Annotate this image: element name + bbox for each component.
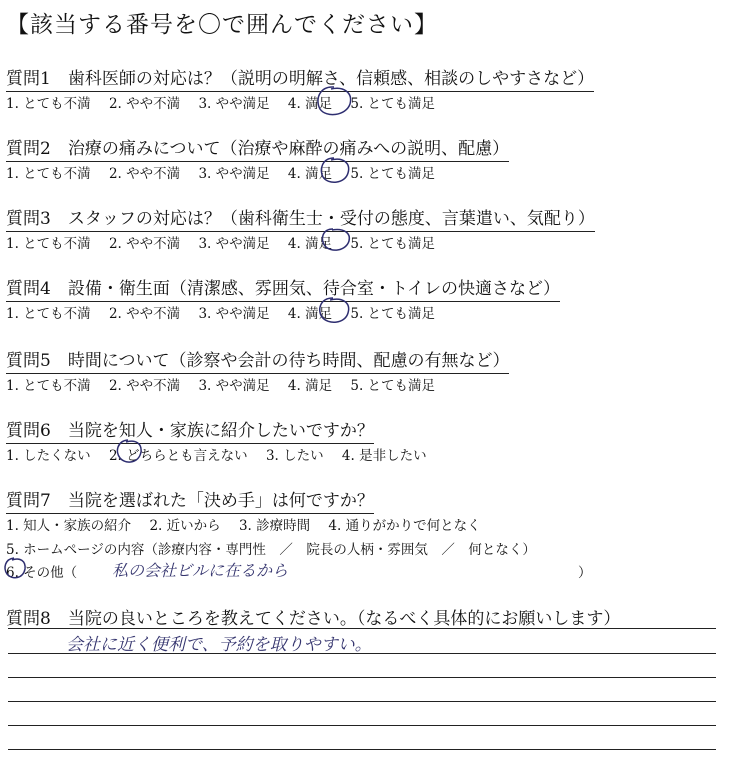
question-2-options xyxy=(6,162,449,182)
q4-option-4[interactable]: 4. 満足 xyxy=(287,306,333,322)
answer-line xyxy=(8,701,716,702)
q3-selection-circle xyxy=(318,226,352,254)
q5-option-2[interactable]: 2. やや不満 xyxy=(108,378,181,394)
q1-option-3[interactable]: 3. やや満足 xyxy=(198,96,270,112)
q5-option-4[interactable]: 4. 満足 xyxy=(287,378,333,394)
question-8-label: 質問8 当院の良いところを教えてください。（なるべく具体的にお願いします） xyxy=(6,609,621,629)
q7-option-3[interactable]: 3. 診療時間 xyxy=(238,518,311,534)
q7-option-2[interactable]: 2. 近いから xyxy=(149,518,221,534)
q2-selection-circle xyxy=(318,156,352,186)
question-2-label: 質問2 治療の痛みについて（治療や麻酔の痛みへの説明、配慮） xyxy=(6,134,509,162)
q7-selection-circle xyxy=(2,556,28,582)
q5-option-5[interactable]: 5. とても満足 xyxy=(350,378,436,394)
q3-option-5[interactable]: 5. とても満足 xyxy=(350,236,436,252)
question-7-label: 質問7 当院を選ばれた「決め手」は何ですか？ xyxy=(6,486,374,514)
q5-option-3[interactable]: 3. やや満足 xyxy=(198,378,270,394)
q4-option-2[interactable]: 2. やや不満 xyxy=(108,306,181,322)
q7-option-1[interactable]: 1. 知人・家族の紹介 xyxy=(6,518,132,534)
q1-selection-circle xyxy=(314,84,354,118)
form-title: 【該当する番号を〇で囲んでください】 xyxy=(6,12,438,38)
q4-selection-circle xyxy=(316,296,352,326)
question-4-label: 質問4 設備・衛生面（清潔感、雰囲気、待合室・トイレの快適さなど） xyxy=(6,274,560,302)
question-1-options xyxy=(6,92,449,112)
q1-option-2[interactable]: 2. やや不満 xyxy=(108,96,181,112)
question-5-options xyxy=(6,374,449,394)
q2-option-4[interactable]: 4. 満足 xyxy=(287,166,333,182)
q7-other-close-paren: ） xyxy=(578,565,592,581)
q6-selection-circle xyxy=(114,438,144,466)
q4-option-1[interactable]: 1. とても不満 xyxy=(6,306,91,322)
q1-option-5[interactable]: 5. とても満足 xyxy=(350,96,436,112)
question-4-options xyxy=(6,302,449,322)
q1-option-4[interactable]: 4. 満足 xyxy=(287,96,333,112)
question-3-options xyxy=(6,232,449,252)
answer-line xyxy=(8,653,716,654)
q3-option-2[interactable]: 2. やや不満 xyxy=(108,236,181,252)
q6-option-1[interactable]: 1. したくない xyxy=(6,448,91,464)
q7-option-4[interactable]: 4. 通りがかりで何となく xyxy=(328,518,481,534)
question-7-options-row-1 xyxy=(6,514,495,534)
q7-other-handwritten-answer[interactable]: 私の会社ビルに在るから xyxy=(112,561,289,580)
q3-option-1[interactable]: 1. とても不満 xyxy=(6,236,91,252)
q6-option-2[interactable]: 2. どちらとも言えない xyxy=(108,448,248,464)
question-5-label: 質問5 時間について（診察や会計の待ち時間、配慮の有無など） xyxy=(6,346,509,374)
question-1-label: 質問1 歯科医師の対応は？（説明の明解さ、信頼感、相談のしやすさなど） xyxy=(6,64,594,92)
q4-option-5[interactable]: 5. とても満足 xyxy=(350,306,436,322)
q2-option-3[interactable]: 3. やや満足 xyxy=(198,166,270,182)
q1-option-1[interactable]: 1. とても不満 xyxy=(6,96,91,112)
q8-handwritten-answer[interactable]: 会社に近く便利で、予約を取りやすい。 xyxy=(66,635,372,655)
q7-option-6[interactable]: 6. その他（ xyxy=(6,565,78,581)
answer-line xyxy=(8,677,716,678)
answer-line xyxy=(8,749,716,750)
answer-line xyxy=(8,628,716,629)
q7-option-5[interactable]: 5. ホームページの内容（診療内容・専門性 ／ 院長の人柄・雰囲気 ／ 何となく） xyxy=(6,542,536,558)
answer-line xyxy=(8,725,716,726)
q3-option-4[interactable]: 4. 満足 xyxy=(287,236,333,252)
question-6-options xyxy=(6,444,441,464)
q5-option-1[interactable]: 1. とても不満 xyxy=(6,378,91,394)
q6-option-3[interactable]: 3. したい xyxy=(265,448,324,464)
q4-option-3[interactable]: 3. やや満足 xyxy=(198,306,270,322)
question-3-label: 質問3 スタッフの対応は？（歯科衛生士・受付の態度、言葉遣い、気配り） xyxy=(6,204,595,232)
q2-option-1[interactable]: 1. とても不満 xyxy=(6,166,91,182)
q6-option-4[interactable]: 4. 是非したい xyxy=(341,448,427,464)
question-6-label: 質問6 当院を知人・家族に紹介したいですか？ xyxy=(6,416,374,444)
q3-option-3[interactable]: 3. やや満足 xyxy=(198,236,270,252)
q2-option-2[interactable]: 2. やや不満 xyxy=(108,166,181,182)
q2-option-5[interactable]: 5. とても満足 xyxy=(350,166,436,182)
